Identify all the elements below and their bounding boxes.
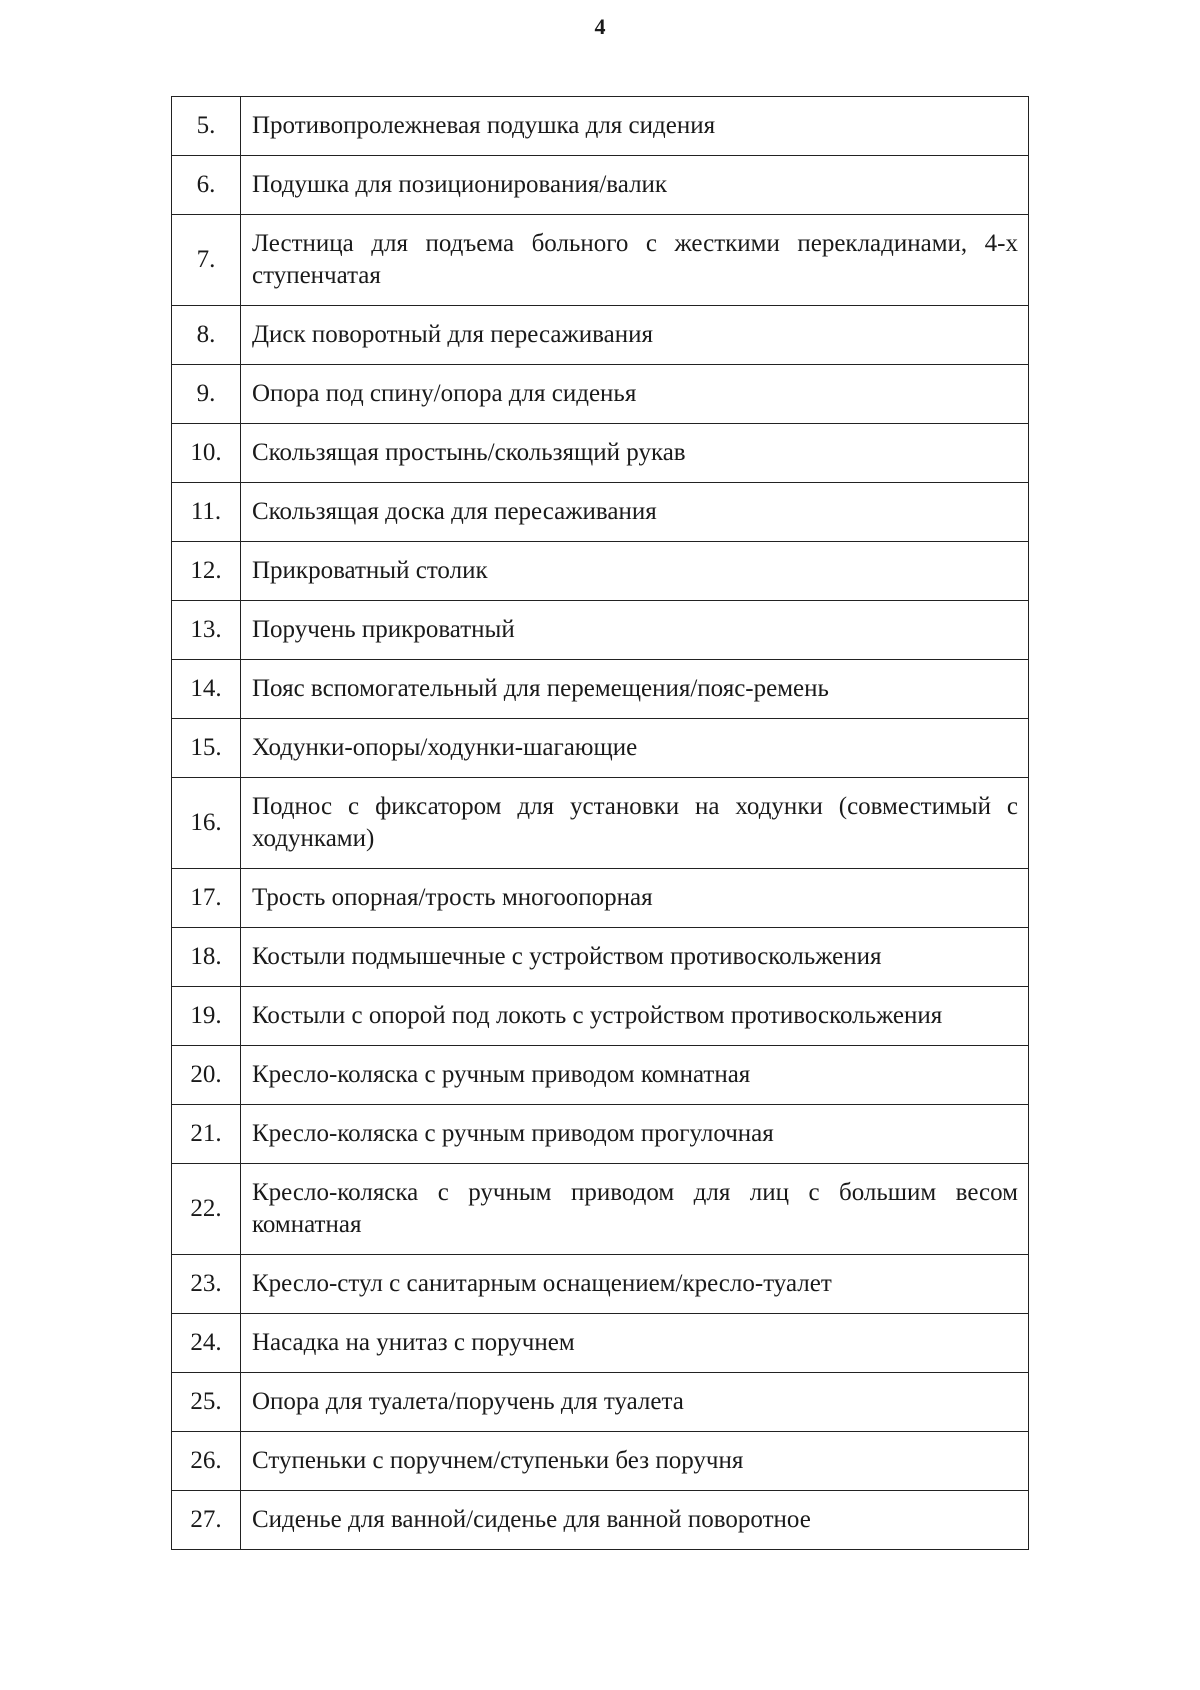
row-number: 23. <box>172 1255 241 1314</box>
table-row <box>172 542 1029 601</box>
row-text: Ходунки-опоры/ходунки-шагающие <box>241 719 1029 778</box>
row-number: 20. <box>172 1046 241 1105</box>
table-row <box>172 601 1029 660</box>
row-number: 18. <box>172 928 241 987</box>
page-number: 4 <box>594 14 606 39</box>
table-row <box>172 306 1029 365</box>
row-text: Насадка на унитаз с поручнем <box>241 1314 1029 1373</box>
row-number: 21. <box>172 1105 241 1164</box>
row-text: Кресло-коляска с ручным приводом для лиц с большим весом комнатная <box>241 1164 1029 1255</box>
table-row <box>172 424 1029 483</box>
row-number: 10. <box>172 424 241 483</box>
row-number: 15. <box>172 719 241 778</box>
table-row <box>172 987 1029 1046</box>
row-text: Подушка для позиционирования/валик <box>241 156 1029 215</box>
table-row <box>172 1373 1029 1432</box>
row-number: 19. <box>172 987 241 1046</box>
row-text: Скользящая простынь/скользящий рукав <box>241 424 1029 483</box>
row-text: Пояс вспомогательный для перемещения/пояс-ремень <box>241 660 1029 719</box>
row-text: Трость опорная/трость многоопорная <box>241 869 1029 928</box>
table-row <box>172 1255 1029 1314</box>
row-text: Кресло-стул с санитарным оснащением/кресло-туалет <box>241 1255 1029 1314</box>
row-text: Поручень прикроватный <box>241 601 1029 660</box>
row-text: Поднос с фиксатором для установки на ходунки (совместимый с ходунками) <box>241 778 1029 869</box>
table-row <box>172 869 1029 928</box>
row-text: Кресло-коляска с ручным приводом комнатная <box>241 1046 1029 1105</box>
row-number: 17. <box>172 869 241 928</box>
table-row <box>172 483 1029 542</box>
row-number: 9. <box>172 365 241 424</box>
row-number: 25. <box>172 1373 241 1432</box>
table-row <box>172 778 1029 869</box>
row-number: 14. <box>172 660 241 719</box>
row-text: Опора под спину/опора для сиденья <box>241 365 1029 424</box>
row-text: Противопролежневая подушка для сидения <box>241 97 1029 156</box>
row-text: Прикроватный столик <box>241 542 1029 601</box>
table-row <box>172 719 1029 778</box>
row-number: 24. <box>172 1314 241 1373</box>
row-number: 16. <box>172 778 241 869</box>
row-text: Скользящая доска для пересаживания <box>241 483 1029 542</box>
row-number: 12. <box>172 542 241 601</box>
row-text: Диск поворотный для пересаживания <box>241 306 1029 365</box>
row-number: 7. <box>172 215 241 306</box>
table-row <box>172 1046 1029 1105</box>
row-number: 8. <box>172 306 241 365</box>
table-row <box>172 1491 1029 1550</box>
row-text: Костыли с опорой под локоть с устройством противоскольжения <box>241 987 1029 1046</box>
row-number: 27. <box>172 1491 241 1550</box>
row-number: 22. <box>172 1164 241 1255</box>
items-table <box>171 96 1029 1550</box>
row-text: Опора для туалета/поручень для туалета <box>241 1373 1029 1432</box>
table-row <box>172 1105 1029 1164</box>
table-row <box>172 928 1029 987</box>
row-number: 13. <box>172 601 241 660</box>
row-text: Сиденье для ванной/сиденье для ванной поворотное <box>241 1491 1029 1550</box>
row-text: Костыли подмышечные с устройством противоскольжения <box>241 928 1029 987</box>
row-number: 11. <box>172 483 241 542</box>
table-row <box>172 1164 1029 1255</box>
table-row <box>172 1432 1029 1491</box>
table-row <box>172 97 1029 156</box>
row-text: Лестница для подъема больного с жесткими перекладинами, 4-х ступенчатая <box>241 215 1029 306</box>
table-row <box>172 660 1029 719</box>
table-row <box>172 156 1029 215</box>
row-number: 26. <box>172 1432 241 1491</box>
row-text: Кресло-коляска с ручным приводом прогулочная <box>241 1105 1029 1164</box>
row-number: 5. <box>172 97 241 156</box>
row-number: 6. <box>172 156 241 215</box>
row-text: Ступеньки с поручнем/ступеньки без поручня <box>241 1432 1029 1491</box>
table-row <box>172 215 1029 306</box>
table-row <box>172 1314 1029 1373</box>
table-row <box>172 365 1029 424</box>
